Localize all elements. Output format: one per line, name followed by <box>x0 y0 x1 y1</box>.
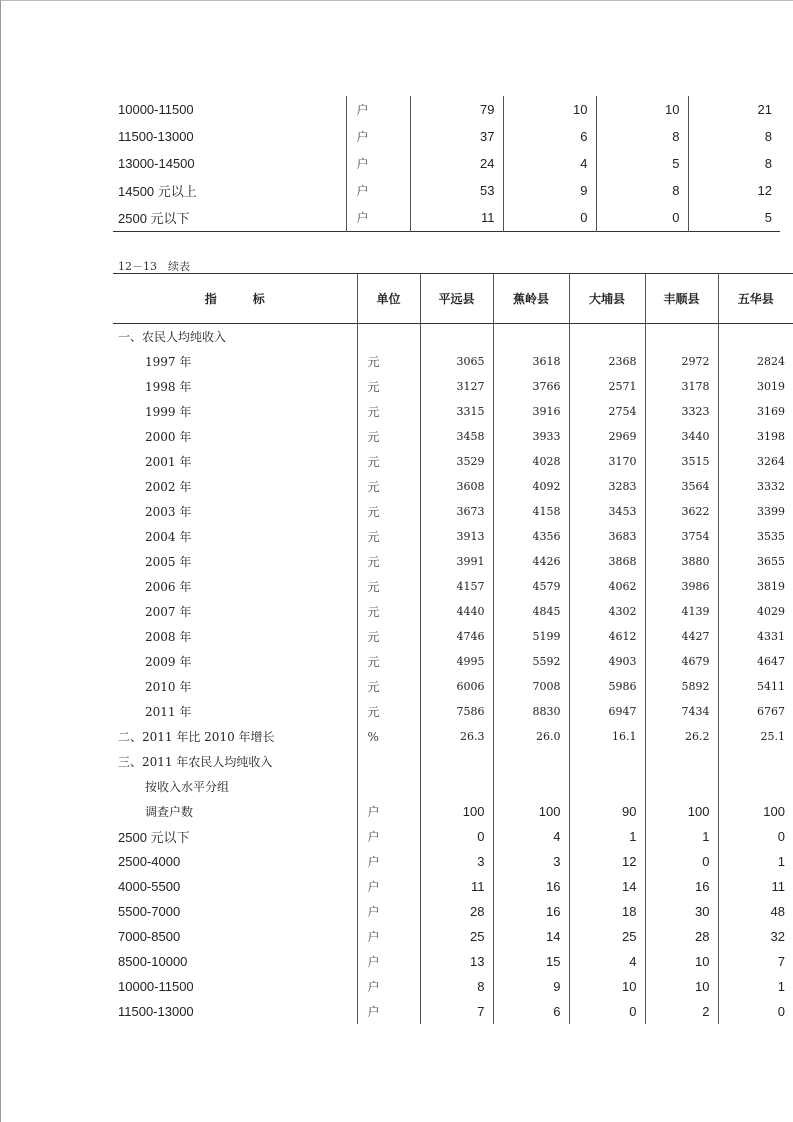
row-value: 8 <box>596 123 688 150</box>
row-value: 4062 <box>569 574 645 599</box>
row-label: 8500-10000 <box>118 954 188 969</box>
row-value: 3440 <box>645 424 718 449</box>
row-value: 2972 <box>645 349 718 374</box>
table-row <box>113 749 793 774</box>
table-row <box>113 774 793 799</box>
row-value: 12 <box>688 177 780 204</box>
row-value: 3065 <box>420 349 493 374</box>
row-value: 16 <box>645 874 718 899</box>
row-value: 3019 <box>718 374 793 399</box>
row-value: 3529 <box>420 449 493 474</box>
header-unit: 单位 <box>357 274 420 324</box>
row-unit <box>357 324 420 350</box>
table-row <box>113 849 793 874</box>
row-unit: 户 <box>357 824 420 849</box>
header-wuhua: 五华县 <box>718 274 793 324</box>
row-value: 0 <box>718 999 793 1024</box>
row-value: 4029 <box>718 599 793 624</box>
row-value: 1 <box>718 849 793 874</box>
row-label: 2500-4000 <box>118 854 181 869</box>
header-indicator: 指 标 <box>113 274 357 324</box>
row-label: 2001 年 <box>145 455 192 469</box>
row-value: 25.1 <box>718 724 793 749</box>
row-value: 100 <box>645 799 718 824</box>
table-row <box>113 649 793 674</box>
row-value: 3264 <box>718 449 793 474</box>
row-unit: 户 <box>346 123 410 150</box>
row-unit: 元 <box>357 349 420 374</box>
header-row <box>113 274 793 324</box>
continued-table-top <box>113 96 780 232</box>
row-unit: 户 <box>357 849 420 874</box>
row-unit: 户 <box>346 204 410 232</box>
row-value: 9 <box>503 177 596 204</box>
row-value: 3868 <box>569 549 645 574</box>
row-value: 0 <box>420 824 493 849</box>
row-value: 14 <box>493 924 569 949</box>
row-value: 7008 <box>493 674 569 699</box>
table-row <box>113 424 793 449</box>
row-label: 2010 年 <box>145 680 192 694</box>
row-value <box>645 324 718 350</box>
row-value <box>718 324 793 350</box>
row-value: 28 <box>420 899 493 924</box>
table-row <box>113 699 793 724</box>
row-value: 5411 <box>718 674 793 699</box>
row-label: 2000 年 <box>145 430 192 444</box>
row-value: 25 <box>420 924 493 949</box>
row-value: 11 <box>410 204 503 232</box>
row-value: 10 <box>596 96 688 123</box>
row-value: 37 <box>410 123 503 150</box>
row-value <box>420 324 493 350</box>
table-row <box>113 177 780 204</box>
row-unit: 户 <box>357 924 420 949</box>
row-value <box>493 774 569 799</box>
row-unit: 户 <box>357 799 420 824</box>
row-value: 3991 <box>420 549 493 574</box>
table-row <box>113 974 793 999</box>
table-row <box>113 123 780 150</box>
row-value: 21 <box>688 96 780 123</box>
row-label: 2005 年 <box>145 555 192 569</box>
row-value: 10 <box>645 974 718 999</box>
table-row <box>113 399 793 424</box>
table-row <box>113 374 793 399</box>
row-value: 11 <box>718 874 793 899</box>
row-value: 32 <box>718 924 793 949</box>
row-value: 16.1 <box>569 724 645 749</box>
row-value: 4612 <box>569 624 645 649</box>
table-row <box>113 924 793 949</box>
row-unit: 户 <box>346 96 410 123</box>
table-row <box>113 949 793 974</box>
row-value: 6006 <box>420 674 493 699</box>
row-value: 25 <box>569 924 645 949</box>
row-label: 1998 年 <box>145 380 192 394</box>
row-value: 53 <box>410 177 503 204</box>
row-value: 48 <box>718 899 793 924</box>
row-value <box>493 749 569 774</box>
table-row <box>113 524 793 549</box>
row-value: 3608 <box>420 474 493 499</box>
row-value: 5199 <box>493 624 569 649</box>
row-value: 8 <box>420 974 493 999</box>
row-value <box>569 749 645 774</box>
row-value: 13 <box>420 949 493 974</box>
table-row <box>113 449 793 474</box>
row-label: 11500-13000 <box>118 129 194 144</box>
row-unit <box>357 749 420 774</box>
table-row <box>113 874 793 899</box>
row-value: 6767 <box>718 699 793 724</box>
row-value: 3622 <box>645 499 718 524</box>
row-label: 二、2011 年比 2010 年增长 <box>118 730 275 744</box>
row-unit: 元 <box>357 674 420 699</box>
row-value: 4679 <box>645 649 718 674</box>
row-value: 2571 <box>569 374 645 399</box>
row-value: 4139 <box>645 599 718 624</box>
row-label: 4000-5500 <box>118 879 181 894</box>
row-unit: 元 <box>357 499 420 524</box>
row-label: 按收入水平分组 <box>145 780 230 794</box>
table-row <box>113 624 793 649</box>
row-value: 4845 <box>493 599 569 624</box>
row-value: 4157 <box>420 574 493 599</box>
row-value: 1 <box>645 824 718 849</box>
row-value: 0 <box>569 999 645 1024</box>
row-label: 2008 年 <box>145 630 192 644</box>
row-value <box>569 774 645 799</box>
row-value: 3332 <box>718 474 793 499</box>
row-value: 4158 <box>493 499 569 524</box>
row-unit: 户 <box>357 949 420 974</box>
row-value: 4 <box>493 824 569 849</box>
table-row <box>113 599 793 624</box>
row-unit: 户 <box>357 974 420 999</box>
row-value: 8 <box>688 123 780 150</box>
row-value: 3535 <box>718 524 793 549</box>
row-value: 6 <box>493 999 569 1024</box>
row-value: 3986 <box>645 574 718 599</box>
row-value: 3453 <box>569 499 645 524</box>
row-value <box>420 774 493 799</box>
row-value: 79 <box>410 96 503 123</box>
table-row <box>113 999 793 1024</box>
row-unit: 元 <box>357 424 420 449</box>
row-unit: 元 <box>357 649 420 674</box>
row-label: 7000-8500 <box>118 929 181 944</box>
row-label: 2006 年 <box>145 580 192 594</box>
row-value: 3315 <box>420 399 493 424</box>
row-value: 10 <box>569 974 645 999</box>
row-value: 0 <box>503 204 596 232</box>
row-value: 15 <box>493 949 569 974</box>
row-value: 7434 <box>645 699 718 724</box>
row-label: 11500-13000 <box>118 1004 194 1019</box>
table-row <box>113 899 793 924</box>
row-value: 2754 <box>569 399 645 424</box>
table-row <box>113 96 780 123</box>
header-pingyuan: 平远县 <box>420 274 493 324</box>
row-label: 1999 年 <box>145 405 192 419</box>
row-label: 1997 年 <box>145 355 192 369</box>
row-value: 11 <box>420 874 493 899</box>
row-label: 2002 年 <box>145 480 192 494</box>
row-value: 4903 <box>569 649 645 674</box>
row-value: 8830 <box>493 699 569 724</box>
row-unit: % <box>357 724 420 749</box>
row-value: 5592 <box>493 649 569 674</box>
row-unit: 元 <box>357 524 420 549</box>
row-value: 3399 <box>718 499 793 524</box>
row-value: 2 <box>645 999 718 1024</box>
row-value: 1 <box>569 824 645 849</box>
row-value: 3916 <box>493 399 569 424</box>
row-unit: 户 <box>357 999 420 1024</box>
row-value: 3198 <box>718 424 793 449</box>
row-value: 3169 <box>718 399 793 424</box>
row-value: 16 <box>493 874 569 899</box>
row-value <box>718 749 793 774</box>
header-fengshun: 丰顺县 <box>645 274 718 324</box>
row-value: 10 <box>645 949 718 974</box>
row-value: 3618 <box>493 349 569 374</box>
row-value: 5892 <box>645 674 718 699</box>
table-row <box>113 474 793 499</box>
row-value: 100 <box>493 799 569 824</box>
row-value: 3655 <box>718 549 793 574</box>
row-value: 3283 <box>569 474 645 499</box>
row-label: 2500 元以下 <box>118 211 190 226</box>
header-jiaoling: 蕉岭县 <box>493 274 569 324</box>
row-label: 2003 年 <box>145 505 192 519</box>
row-value: 2824 <box>718 349 793 374</box>
row-unit: 元 <box>357 449 420 474</box>
table-row <box>113 674 793 699</box>
row-value: 16 <box>493 899 569 924</box>
table-row <box>113 349 793 374</box>
row-value: 3913 <box>420 524 493 549</box>
row-unit: 户 <box>357 874 420 899</box>
row-value: 90 <box>569 799 645 824</box>
row-value: 100 <box>718 799 793 824</box>
row-unit: 元 <box>357 474 420 499</box>
row-unit <box>357 774 420 799</box>
row-unit: 元 <box>357 699 420 724</box>
row-value: 3127 <box>420 374 493 399</box>
row-unit: 元 <box>357 624 420 649</box>
row-value: 3515 <box>645 449 718 474</box>
row-value: 5 <box>688 204 780 232</box>
row-value: 4579 <box>493 574 569 599</box>
row-value: 1 <box>718 974 793 999</box>
row-label: 13000-14500 <box>118 156 195 171</box>
row-label: 2500 元以下 <box>118 830 190 845</box>
row-value: 3458 <box>420 424 493 449</box>
row-value: 4427 <box>645 624 718 649</box>
row-label: 2007 年 <box>145 605 192 619</box>
row-value: 8 <box>596 177 688 204</box>
row-value: 24 <box>410 150 503 177</box>
row-label: 2009 年 <box>145 655 192 669</box>
row-value: 0 <box>596 204 688 232</box>
row-value: 8 <box>688 150 780 177</box>
row-value: 4995 <box>420 649 493 674</box>
row-value: 7586 <box>420 699 493 724</box>
row-value: 4746 <box>420 624 493 649</box>
row-label: 10000-11500 <box>118 102 194 117</box>
row-unit: 元 <box>357 549 420 574</box>
row-value: 3323 <box>645 399 718 424</box>
row-value: 4 <box>503 150 596 177</box>
row-value: 4331 <box>718 624 793 649</box>
row-value: 2368 <box>569 349 645 374</box>
row-unit: 元 <box>357 374 420 399</box>
row-value: 0 <box>645 849 718 874</box>
row-value: 14 <box>569 874 645 899</box>
row-value: 4647 <box>718 649 793 674</box>
row-unit: 元 <box>357 399 420 424</box>
table-row <box>113 574 793 599</box>
row-value: 100 <box>420 799 493 824</box>
table-row <box>113 150 780 177</box>
row-value: 3170 <box>569 449 645 474</box>
row-value: 4092 <box>493 474 569 499</box>
row-value: 3 <box>420 849 493 874</box>
table-row <box>113 549 793 574</box>
row-value: 4302 <box>569 599 645 624</box>
row-label: 2011 年 <box>145 705 192 719</box>
row-value <box>493 324 569 350</box>
row-value <box>645 774 718 799</box>
table-row <box>113 724 793 749</box>
row-value: 26.0 <box>493 724 569 749</box>
row-value: 3880 <box>645 549 718 574</box>
row-label: 一、农民人均纯收入 <box>118 330 227 344</box>
income-table <box>113 273 793 1024</box>
row-unit: 元 <box>357 574 420 599</box>
row-label: 调查户数 <box>145 805 194 819</box>
row-value: 4356 <box>493 524 569 549</box>
row-label: 2004 年 <box>145 530 192 544</box>
row-value: 3564 <box>645 474 718 499</box>
row-unit: 户 <box>346 150 410 177</box>
row-value: 26.2 <box>645 724 718 749</box>
row-value: 18 <box>569 899 645 924</box>
table-row <box>113 799 793 824</box>
table-row <box>113 499 793 524</box>
row-value: 6947 <box>569 699 645 724</box>
row-value <box>420 749 493 774</box>
row-value: 3683 <box>569 524 645 549</box>
row-value: 4 <box>569 949 645 974</box>
row-value: 28 <box>645 924 718 949</box>
row-value: 2969 <box>569 424 645 449</box>
row-label: 三、2011 年农民人均纯收入 <box>118 755 273 769</box>
table-row <box>113 824 793 849</box>
row-value: 0 <box>718 824 793 849</box>
row-value: 6 <box>503 123 596 150</box>
row-value: 5 <box>596 150 688 177</box>
header-dabu: 大埔县 <box>569 274 645 324</box>
row-value: 3754 <box>645 524 718 549</box>
row-value: 3 <box>493 849 569 874</box>
table-caption: 12－13 续表 <box>118 260 190 273</box>
row-value: 3673 <box>420 499 493 524</box>
row-label: 14500 元以上 <box>118 184 197 199</box>
row-label: 10000-11500 <box>118 979 194 994</box>
row-unit: 户 <box>357 899 420 924</box>
table-row <box>113 324 793 350</box>
row-value: 4028 <box>493 449 569 474</box>
row-value: 7 <box>718 949 793 974</box>
row-value: 4440 <box>420 599 493 624</box>
row-value: 9 <box>493 974 569 999</box>
row-value: 30 <box>645 899 718 924</box>
row-value: 3766 <box>493 374 569 399</box>
row-value: 3819 <box>718 574 793 599</box>
row-value <box>569 324 645 350</box>
row-value: 10 <box>503 96 596 123</box>
row-unit: 元 <box>357 599 420 624</box>
row-value: 7 <box>420 999 493 1024</box>
row-label: 5500-7000 <box>118 904 181 919</box>
row-value: 3933 <box>493 424 569 449</box>
row-value: 3178 <box>645 374 718 399</box>
row-value: 12 <box>569 849 645 874</box>
row-value: 26.3 <box>420 724 493 749</box>
row-value <box>718 774 793 799</box>
row-value: 5986 <box>569 674 645 699</box>
row-unit: 户 <box>346 177 410 204</box>
row-value: 4426 <box>493 549 569 574</box>
table-row <box>113 204 780 232</box>
row-value <box>645 749 718 774</box>
